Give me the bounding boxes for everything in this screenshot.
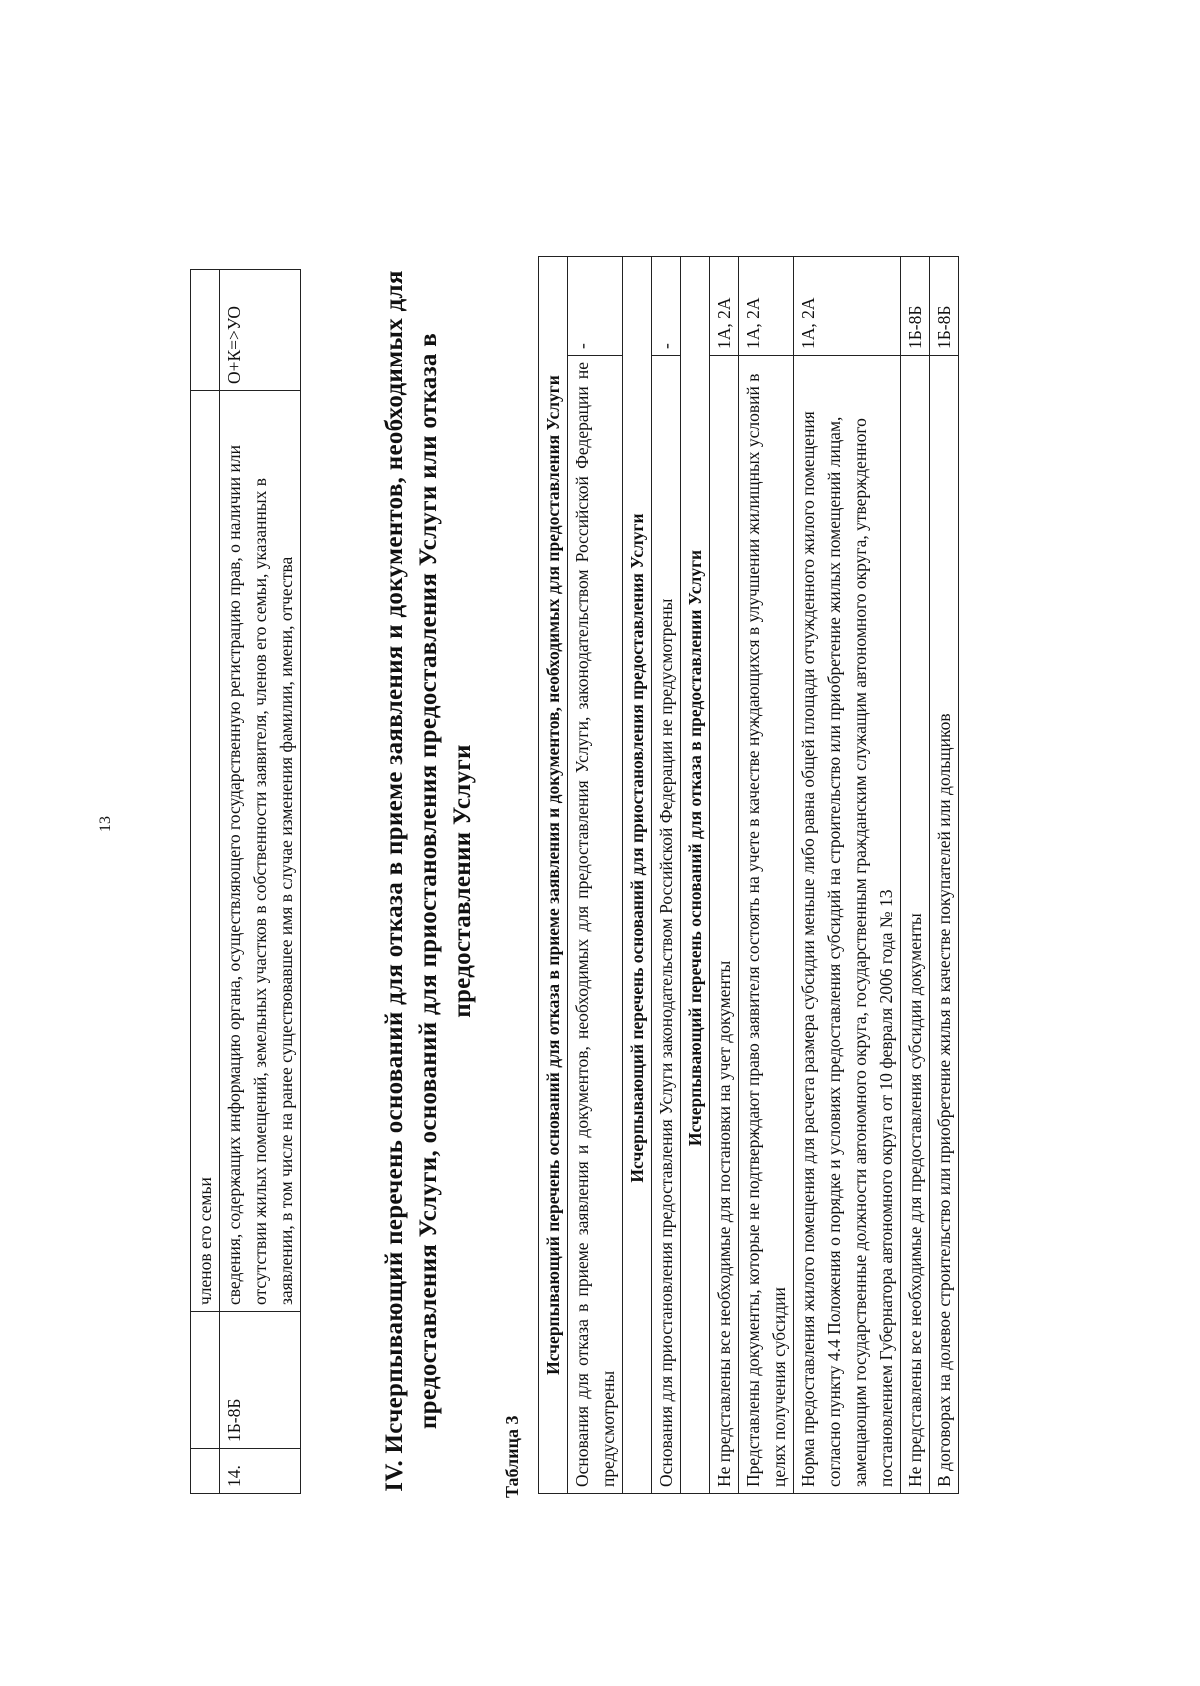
ground-ref-cell: 1А, 2А [739, 257, 794, 356]
document-description-cell: сведения, содержащих информацию органа, осуществляющего государственную регистрацию прав, о наличии или отсутствии жилых помещений, земельных участков в собственности заявителя, членов его семьи, указанных в заявлении, в том числе на ранее существовавшее имя в случае изменения фамилии, имени, отчества [220, 391, 301, 1312]
table-row [191, 270, 220, 1494]
ground-ref-cell: 1А, 2А [794, 257, 901, 356]
result-cell [191, 270, 220, 391]
table-row [568, 257, 623, 1494]
table-row [794, 257, 901, 1494]
ground-ref-cell: 1А, 2А [710, 257, 739, 356]
table-row [739, 257, 794, 1494]
page-number: 13 [97, 816, 114, 832]
result-cell: О+К=>УО [220, 270, 301, 391]
document-code-cell [191, 1312, 220, 1449]
document-description-cell: членов его семьи [191, 391, 220, 1312]
table-continuation [190, 269, 301, 1494]
block-title: Исчерпывающий перечень оснований для приостановления предоставления Услуги [623, 257, 652, 1494]
ground-text-cell: Основания для отказа в приеме заявления и документов, необходимых для предоставления Услуги, законодательством Российской Федерации не предусмотрены [568, 356, 623, 1494]
table-row [710, 257, 739, 1494]
table-3 [538, 256, 959, 1494]
row-number-cell [191, 1449, 220, 1494]
table-row [930, 257, 959, 1494]
table-row [623, 257, 652, 1494]
ground-text-cell: Норма предоставления жилого помещения для расчета размера субсидии меньше либо равна общей площади отчужденного жилого помещения согласно пункту 4.4 Положения о порядке и условиях предоставления субсидий на строительство или приобретение жилых помещений лицам, замещающим государственные должности автономного округа, государственным гражданским служащим автономного округа, утвержденного постановлением Губернатора автономного округа от 10 февраля 2006 года № 13 [794, 356, 901, 1494]
table-row [652, 257, 681, 1494]
row-number-cell: 14. [220, 1449, 301, 1494]
ground-text-cell: Не представлены все необходимые для постановки на учет документы [710, 356, 739, 1494]
block-title: Исчерпывающий перечень оснований для отказа в приеме заявления и документов, необходимых для предоставления Услуги [539, 257, 568, 1494]
ground-text-cell: Не представлены все необходимые для предоставления субсидии документы [901, 356, 930, 1494]
ground-text-cell: В договорах на долевое строительство или приобретение жилья в качестве покупателей или дольщиков [930, 356, 959, 1494]
table-row [901, 257, 930, 1494]
table-label: Таблица 3 [502, 1415, 522, 1498]
section-heading: IV. Исчерпывающий перечень оснований для отказа в приеме заявления и документов, необходимых для предоставления Услуги, оснований для приостановления предоставления Услуги или отказа в предоставлении Услуги [381, 270, 476, 1492]
ground-text-cell: Представлены документы, которые не подтверждают право заявителя состоять на учете в качестве нуждающихся в улучшении жилищных условий в целях получения субсидии [739, 356, 794, 1494]
document-code-cell: 1Б-8Б [220, 1312, 301, 1449]
table-row [681, 257, 710, 1494]
ground-ref-cell: 1Б-8Б [901, 257, 930, 356]
block-title: Исчерпывающий перечень оснований для отказа в предоставлении Услуги [681, 257, 710, 1494]
rotated-page-content [0, 86, 1200, 1686]
table-row [539, 257, 568, 1494]
ground-ref-cell: - [568, 257, 623, 356]
table-row [220, 270, 301, 1494]
ground-ref-cell: - [652, 257, 681, 356]
ground-ref-cell: 1Б-8Б [930, 257, 959, 356]
ground-text-cell: Основания для приостановления предоставления Услуги законодательством Российской Федерации не предусмотрены [652, 356, 681, 1494]
